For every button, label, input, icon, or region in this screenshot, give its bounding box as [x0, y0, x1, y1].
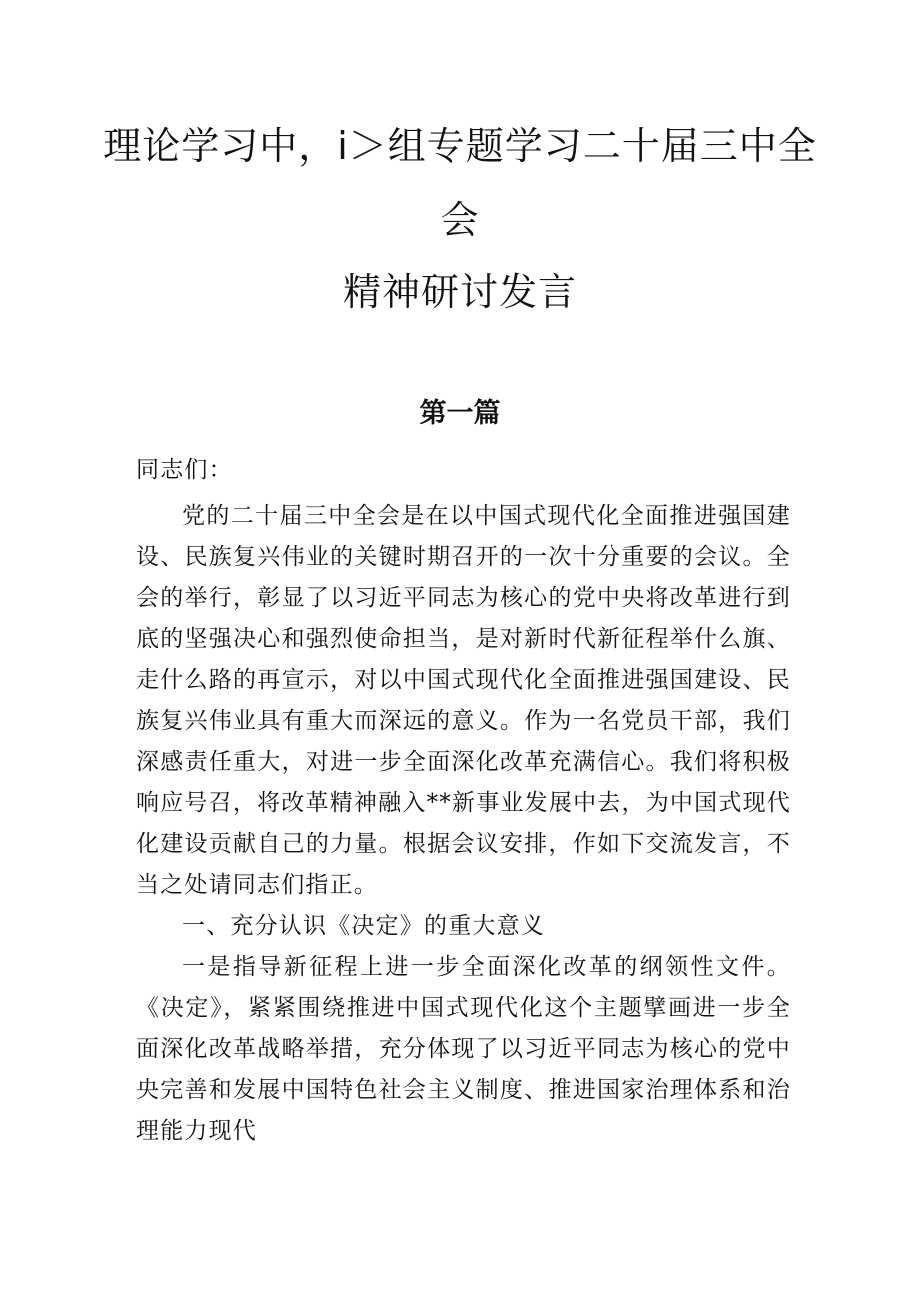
- salutation: 同志们：: [136, 457, 233, 483]
- subheading-significance: 一、充分认识《决定》的重大意义: [182, 913, 545, 939]
- document-body: [136, 450, 791, 1152]
- document-title-line-3: 精神研讨发言: [342, 270, 577, 314]
- paragraph-intro: 党的二十届三中全会是在以中国式现代化全面推进强国建设、民族复兴伟业的关键时期召开的一次十分重要的会议。全会的举行，彰显了以习近平同志为核心的党中央将改革进行到底的坚强决心和强烈使命担当，是对新时代新征程举什么旗、走什么路的再宣示，对以中国式现代化全面推进强国建设、民族复兴伟业具有重大而深远的意义。作为一名党员干部，我们深感责任重大，对进一步全面深化改革充满信心。我们将积极响应号召，将改革精神融入**新事业发展中去，为中国式现代化建设贡献自己的力量。根据会议安排，作如下交流发言，不当之处请同志们指正。: [136, 503, 791, 898]
- section-heading: 第一篇: [419, 398, 501, 429]
- document-title-line-2: 会: [440, 198, 480, 242]
- document-title-line-1: 理论学习中，i＞组专题学习二十届三中全: [103, 124, 817, 168]
- paragraph-point-one: 一是指导新征程上进一步全面深化改革的纲领性文件。《决定》，紧紧围绕推进中国式现代化这个主题擘画进一步全面深化改革战略举措，充分体现了以习近平同志为核心的党中央完善和发展中国特色社会主义制度、推进国家治理体系和治理能力现代: [136, 954, 791, 1144]
